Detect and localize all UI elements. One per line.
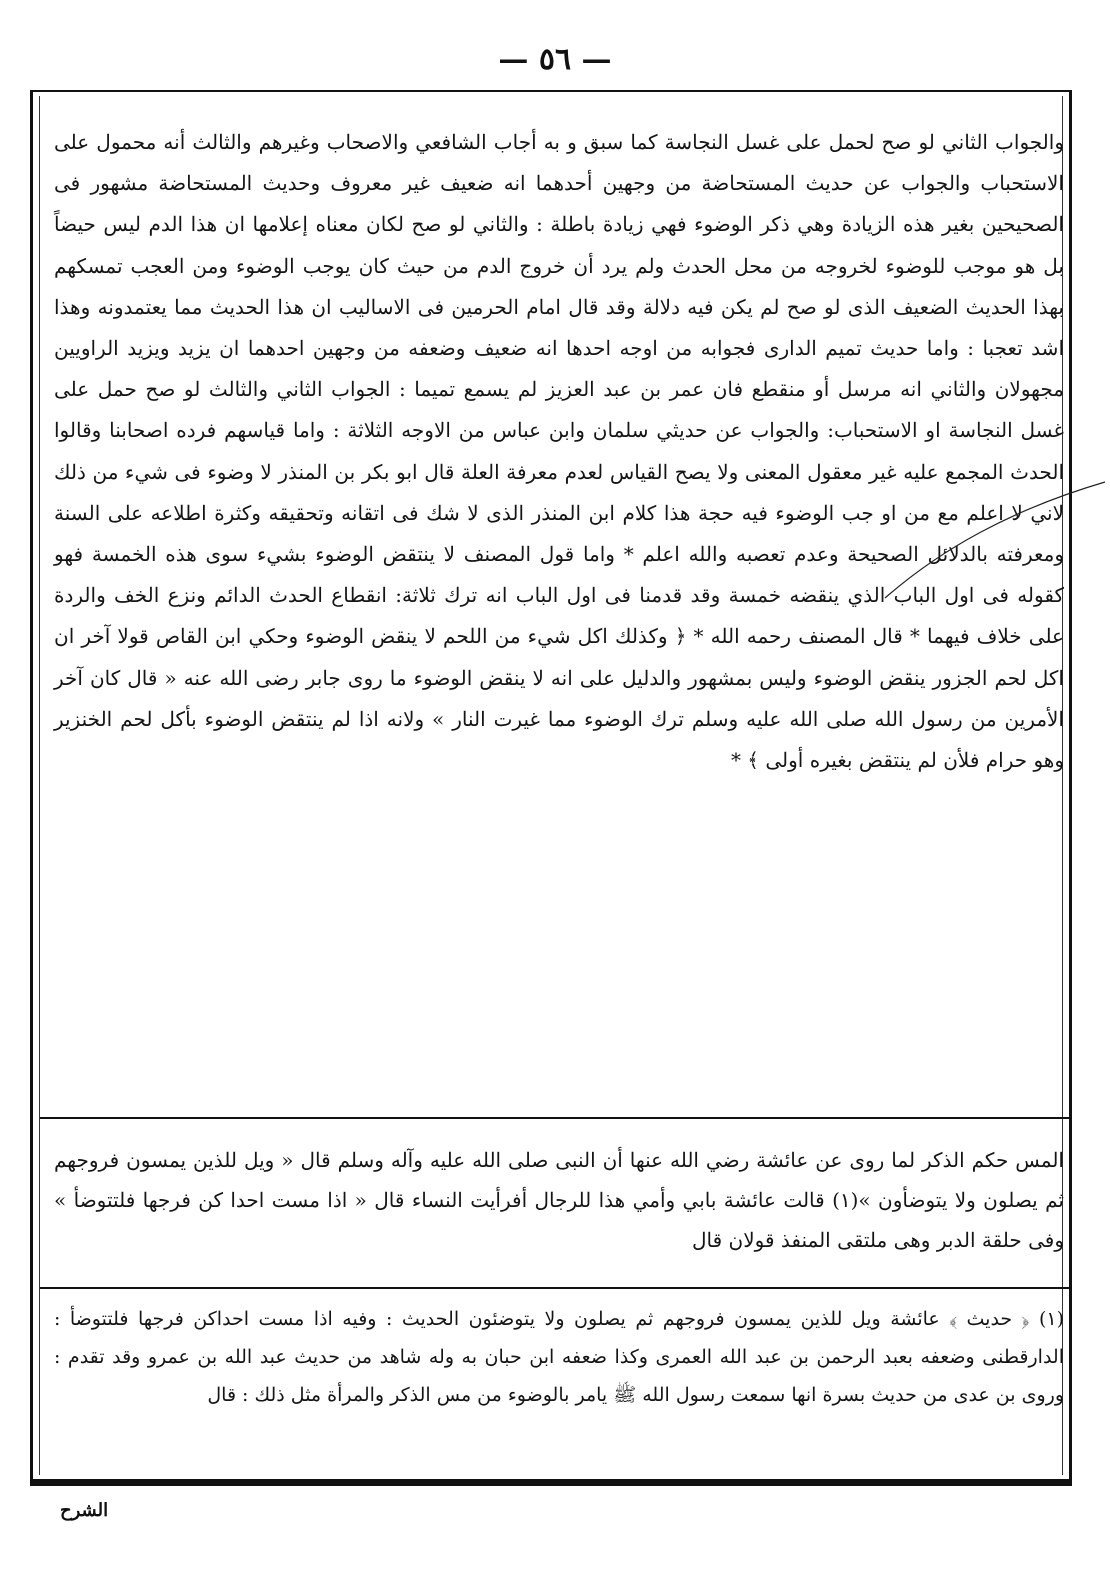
- bottom-border: [30, 1479, 1072, 1486]
- bottom-label: الشرح: [60, 1500, 109, 1521]
- footnote-paragraph: (١) ﴿ حديث ﴾ عائشة ويل للذين يمسون فروجهم ثم يصلون ولا يتوضئون الحديث : وفيه اذا مست احداكن فرجها فلتتوضأ : الدارقطنى وضعفه بعبد الرحمن بن عبد الله العمرى وكذا ضعفه ابن حبان به وله شاهد من حديث عبد الله بن عمرو وقد تقدم : وروى بن عدى من حديث بسرة انها سمعت رسول الله ﷺ يامر بالوضوء من مس الذكر والمرأة مثل ذلك : قال: [54, 1308, 1064, 1406]
- commentary-text: [54, 1140, 1064, 1260]
- main-paragraph: والجواب الثاني لو صح لحمل على غسل النجاسة كما سبق و به أجاب الشافعي والاصحاب وغيرهم والثالث أنه محمول على الاستحباب والجواب عن حديث المستحاضة من وجهين أحدهما انه ضعيف غير معروف وحديث المستحاضة مشهور فى الصحيحين بغير هذه الزيادة وهي ذكر الوضوء فهي زيادة باطلة : والثاني لو صح لكان معناه إعلامها ان هذا الدم ليس حيضاً بل هو موجب للوضوء لخروجه من محل الحدث ولم يرد أن خروج الدم من حيث كان يوجب الوضوء ومن العجب تمسكهم بهذا الحديث الضعيف الذى لو صح لم يكن فيه دلالة وقد قال امام الحرمين فى الاساليب ان هذا الحديث مما يعتمدونه وهذا اشد تعجبا : واما حديث تميم الدارى فجوابه من اوجه احدها انه ضعيف وضعفه من وجهين احدهما ان يزيد ويزيد الراويين مجهولان والثاني انه مرسل أو منقطع فان عمر بن عبد العزيز لم يسمع تميما : الجواب الثاني والثالث لو صح حمل على غسل النجاسة او الاستحباب: والجواب عن حديثي سلمان وابن عباس من الاوجه الثلاثة : واما قياسهم فرده اصحابنا وقالوا الحدث المجمع عليه غير معقول المعنى ولا يصح القياس لعدم معرفة العلة قال ابو بكر بن المنذر لا وضوء فى شيء من ذلك لاني لا اعلم مع من او جب الوضوء فيه حجة هذا كلام ابن المنذر الذى لا شك فى اتقانه وتحقيقه وكثرة اطلاعه على السنة ومعرفته بالدلائل الصحيحة وعدم تعصبه والله اعلم * واما قول المصنف لا ينتقض الوضوء بشيء سوى هذه الخمسة فهو كقوله فى اول الباب الذي ينقضه خمسة وقد قدمنا فى اول الباب انه ترك ثلاثة: انقطاع الحدث الدائم ونزع الخف والردة على خلاف فيهما * قال المصنف رحمه الله * ﴿ وكذلك اكل شيء من اللحم لا ينقض الوضوء وحكي ابن القاص قولا آخر ان اكل لحم الجزور ينقض الوضوء وليس بمشهور والدليل على انه لا ينقض الوضوء ما روى جابر رضى الله عنه « قال كان آخر الأمرين من رسول الله صلى الله عليه وسلم ترك الوضوء مما غيرت النار » ولانه اذا لم ينتقض الوضوء بأكل لحم الخنزير وهو حرام فلأن لم ينتقض بغيره أولى ﴾ *: [54, 130, 1065, 773]
- main-text: [54, 122, 1064, 781]
- page-number: — ٥٦ —: [498, 42, 612, 77]
- footnote-text: [54, 1300, 1064, 1414]
- section-divider: [40, 1117, 1070, 1119]
- footnote-divider: [40, 1287, 1070, 1289]
- margin-pen-stroke: [880, 470, 1110, 610]
- commentary-paragraph: المس حكم الذكر لما روى عن عائشة رضي الله عنها أن النبى صلى الله عليه وآله وسلم قال « ويل للذين يمسون فروجهم ثم يصلون ولا يتوضأون »(١) قالت عائشة بابي وأمي هذا للرجال أفرأيت النساء قال « اذا مست احدا كن فرجها فلتتوضأ » وفى حلقة الدبر وهى ملتقى المنفذ قولان قال: [54, 1148, 1064, 1252]
